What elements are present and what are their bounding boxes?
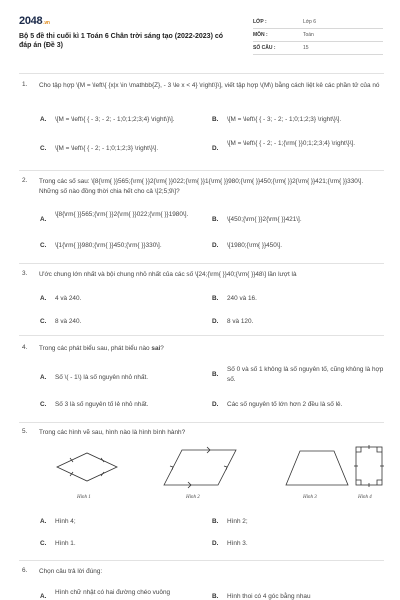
divider bbox=[19, 335, 384, 336]
figure-caption-2: Hình 2 bbox=[186, 495, 200, 500]
option-text: \[450;{\rm{ }}2{\rm{ }}421\]. bbox=[227, 216, 302, 223]
meta-row-count bbox=[253, 42, 383, 55]
option-key: B. bbox=[212, 518, 219, 525]
option-key: D. bbox=[212, 145, 219, 152]
option-text: Số 3 là số nguyên tố lẻ nhỏ nhất. bbox=[55, 401, 149, 408]
option-key: B. bbox=[212, 295, 219, 302]
question-number: 1. bbox=[22, 81, 28, 88]
option-text: 8 và 240. bbox=[55, 318, 82, 325]
option-text: Hình 2; bbox=[227, 518, 248, 525]
option-key: C. bbox=[40, 145, 47, 152]
figure-2-parallelogram bbox=[164, 447, 236, 488]
question-text: Trong các hình vẽ sau, hình nào là hình bình hành? bbox=[39, 429, 186, 436]
option-key: B. bbox=[212, 216, 219, 223]
meta-label: LỚP : bbox=[253, 19, 267, 25]
figure-caption-4: Hình 4 bbox=[358, 495, 372, 500]
question-2 bbox=[22, 177, 384, 263]
divider bbox=[19, 73, 384, 74]
question-number: 2. bbox=[22, 177, 28, 184]
document-header bbox=[19, 14, 384, 58]
option-key: A. bbox=[40, 116, 47, 123]
option-key: A. bbox=[40, 518, 47, 525]
option-key: C. bbox=[40, 318, 47, 325]
option-text: \[M = \left\{ { - 2; - 1;0;1;2;3} \right\}\]. bbox=[55, 145, 159, 152]
figure-caption-1: Hình 1 bbox=[77, 495, 91, 500]
meta-row-class bbox=[253, 16, 383, 29]
option-key: D. bbox=[212, 318, 219, 325]
option-key: A. bbox=[40, 593, 47, 600]
question-5 bbox=[22, 428, 384, 558]
figure-caption-3: Hình 3 bbox=[303, 495, 317, 500]
logo-text: 2048 bbox=[19, 15, 43, 27]
question-text: Ước chung lớn nhất và bội chung nhỏ nhất của các số \[24;{\rm{ }}40;{\rm{ }}48\] lần lượt là bbox=[39, 271, 297, 278]
option-key: D. bbox=[212, 540, 219, 547]
option-text: Số 0 và số 1 không là số nguyên tố, cũng không là hợp số. bbox=[227, 366, 384, 383]
figures-row bbox=[52, 445, 392, 507]
option-key: D. bbox=[212, 242, 219, 249]
option-text: \[M = \left\{ { - 3; - 2; - 1;0;1;2;3} \right\}\]. bbox=[227, 116, 342, 123]
site-logo[interactable] bbox=[19, 15, 50, 27]
option-text: \[M = \left\{ { - 2; - 1;{\rm{ }}0;1;2;3;4} \right\}\]. bbox=[227, 140, 356, 147]
question-text-part: Trong các phát biểu sau, phát biểu nào bbox=[39, 345, 152, 352]
option-text: 4 và 240. bbox=[55, 295, 82, 302]
question-4 bbox=[22, 344, 384, 416]
option-key: D. bbox=[212, 401, 219, 408]
question-6 bbox=[22, 567, 384, 600]
option-text: Hình thoi có 4 góc bằng nhau bbox=[227, 593, 311, 600]
question-3 bbox=[22, 270, 384, 330]
divider bbox=[19, 422, 384, 423]
document-meta bbox=[253, 16, 383, 55]
divider bbox=[19, 263, 384, 264]
option-text: Hình 4; bbox=[55, 518, 76, 525]
question-number: 4. bbox=[22, 344, 28, 351]
question-number: 6. bbox=[22, 567, 28, 574]
meta-label: SỐ CÂU : bbox=[253, 45, 276, 51]
question-text: Cho tập hợp \[M = \left\{ {x|x \in \mathbb{Z}, - 3 \le x < 4} \right\}\], viết tập hợp \(M\) bằng cách liệt kê các phần tử của nó bbox=[39, 82, 380, 89]
option-text: Số \( - 1\) là số nguyên nhỏ nhất. bbox=[55, 374, 149, 381]
divider bbox=[19, 560, 384, 561]
option-key: A. bbox=[40, 295, 47, 302]
option-key: B. bbox=[212, 116, 219, 123]
option-key: A. bbox=[40, 216, 47, 223]
logo-suffix: .vn bbox=[43, 20, 50, 26]
option-text: \[1{\rm{ }}980;{\rm{ }}450;{\rm{ }}330\]. bbox=[55, 242, 162, 249]
figure-4-rectangle bbox=[354, 445, 384, 487]
option-text: Hình 3. bbox=[227, 540, 248, 547]
option-text: \[M = \left\{ { - 3; - 2; - 1;0;1;2;3;4} \right\}\]. bbox=[55, 116, 175, 123]
option-key: B. bbox=[212, 371, 219, 378]
option-text: Các số nguyên tố lớn hơn 2 đều là số lẻ. bbox=[227, 401, 343, 408]
divider bbox=[19, 170, 384, 171]
option-text: \[8{\rm{ }}565;{\rm{ }}2{\rm{ }}022;{\rm{ }}1980\]. bbox=[55, 211, 189, 218]
option-text: \[1980;{\rm{ }}450\]. bbox=[227, 242, 283, 249]
option-key: B. bbox=[212, 593, 219, 600]
question-text-part: ? bbox=[160, 345, 164, 352]
question-text-emphasis: sai bbox=[151, 345, 161, 352]
option-key: C. bbox=[40, 242, 47, 249]
option-key: C. bbox=[40, 401, 47, 408]
option-text: 8 và 120. bbox=[227, 318, 254, 325]
question-number: 5. bbox=[22, 428, 28, 435]
figure-3-trapezoid bbox=[286, 451, 348, 485]
question-1 bbox=[22, 81, 384, 171]
figure-1-rhombus bbox=[57, 453, 117, 481]
figures-drawing bbox=[52, 445, 392, 507]
meta-value: Lớp 6 bbox=[303, 19, 317, 25]
meta-value: 15 bbox=[303, 45, 309, 51]
meta-value: Toán bbox=[303, 32, 314, 38]
meta-label: MÔN : bbox=[253, 32, 268, 38]
option-key: A. bbox=[40, 374, 47, 381]
option-key: C. bbox=[40, 540, 47, 547]
question-text bbox=[39, 344, 384, 354]
option-text: 240 và 16. bbox=[227, 295, 257, 302]
question-text: Trong các số sau: \[8{\rm{ }}565;{\rm{ }}2{\rm{ }}022;{\rm{ }}1{\rm{ }}980;{\rm{ }}450;{\rm{ }}2{\rm{ }}421;{\rm{ }}330\]. Những số nào đồng thời chia hết cho cả \[2;5;9\]? bbox=[39, 178, 364, 195]
option-text: Hình 1. bbox=[55, 540, 76, 547]
question-text: Chọn câu trả lời đúng: bbox=[39, 568, 103, 575]
option-text: Hình chữ nhật có hai đường chéo vuông bbox=[55, 589, 171, 596]
meta-row-subject bbox=[253, 29, 383, 42]
question-number: 3. bbox=[22, 270, 28, 277]
document-title: Bộ 5 đề thi cuối kì 1 Toán 6 Chân trời sáng tạo (2022-2023) có đáp án (Đề 3) bbox=[19, 33, 224, 49]
